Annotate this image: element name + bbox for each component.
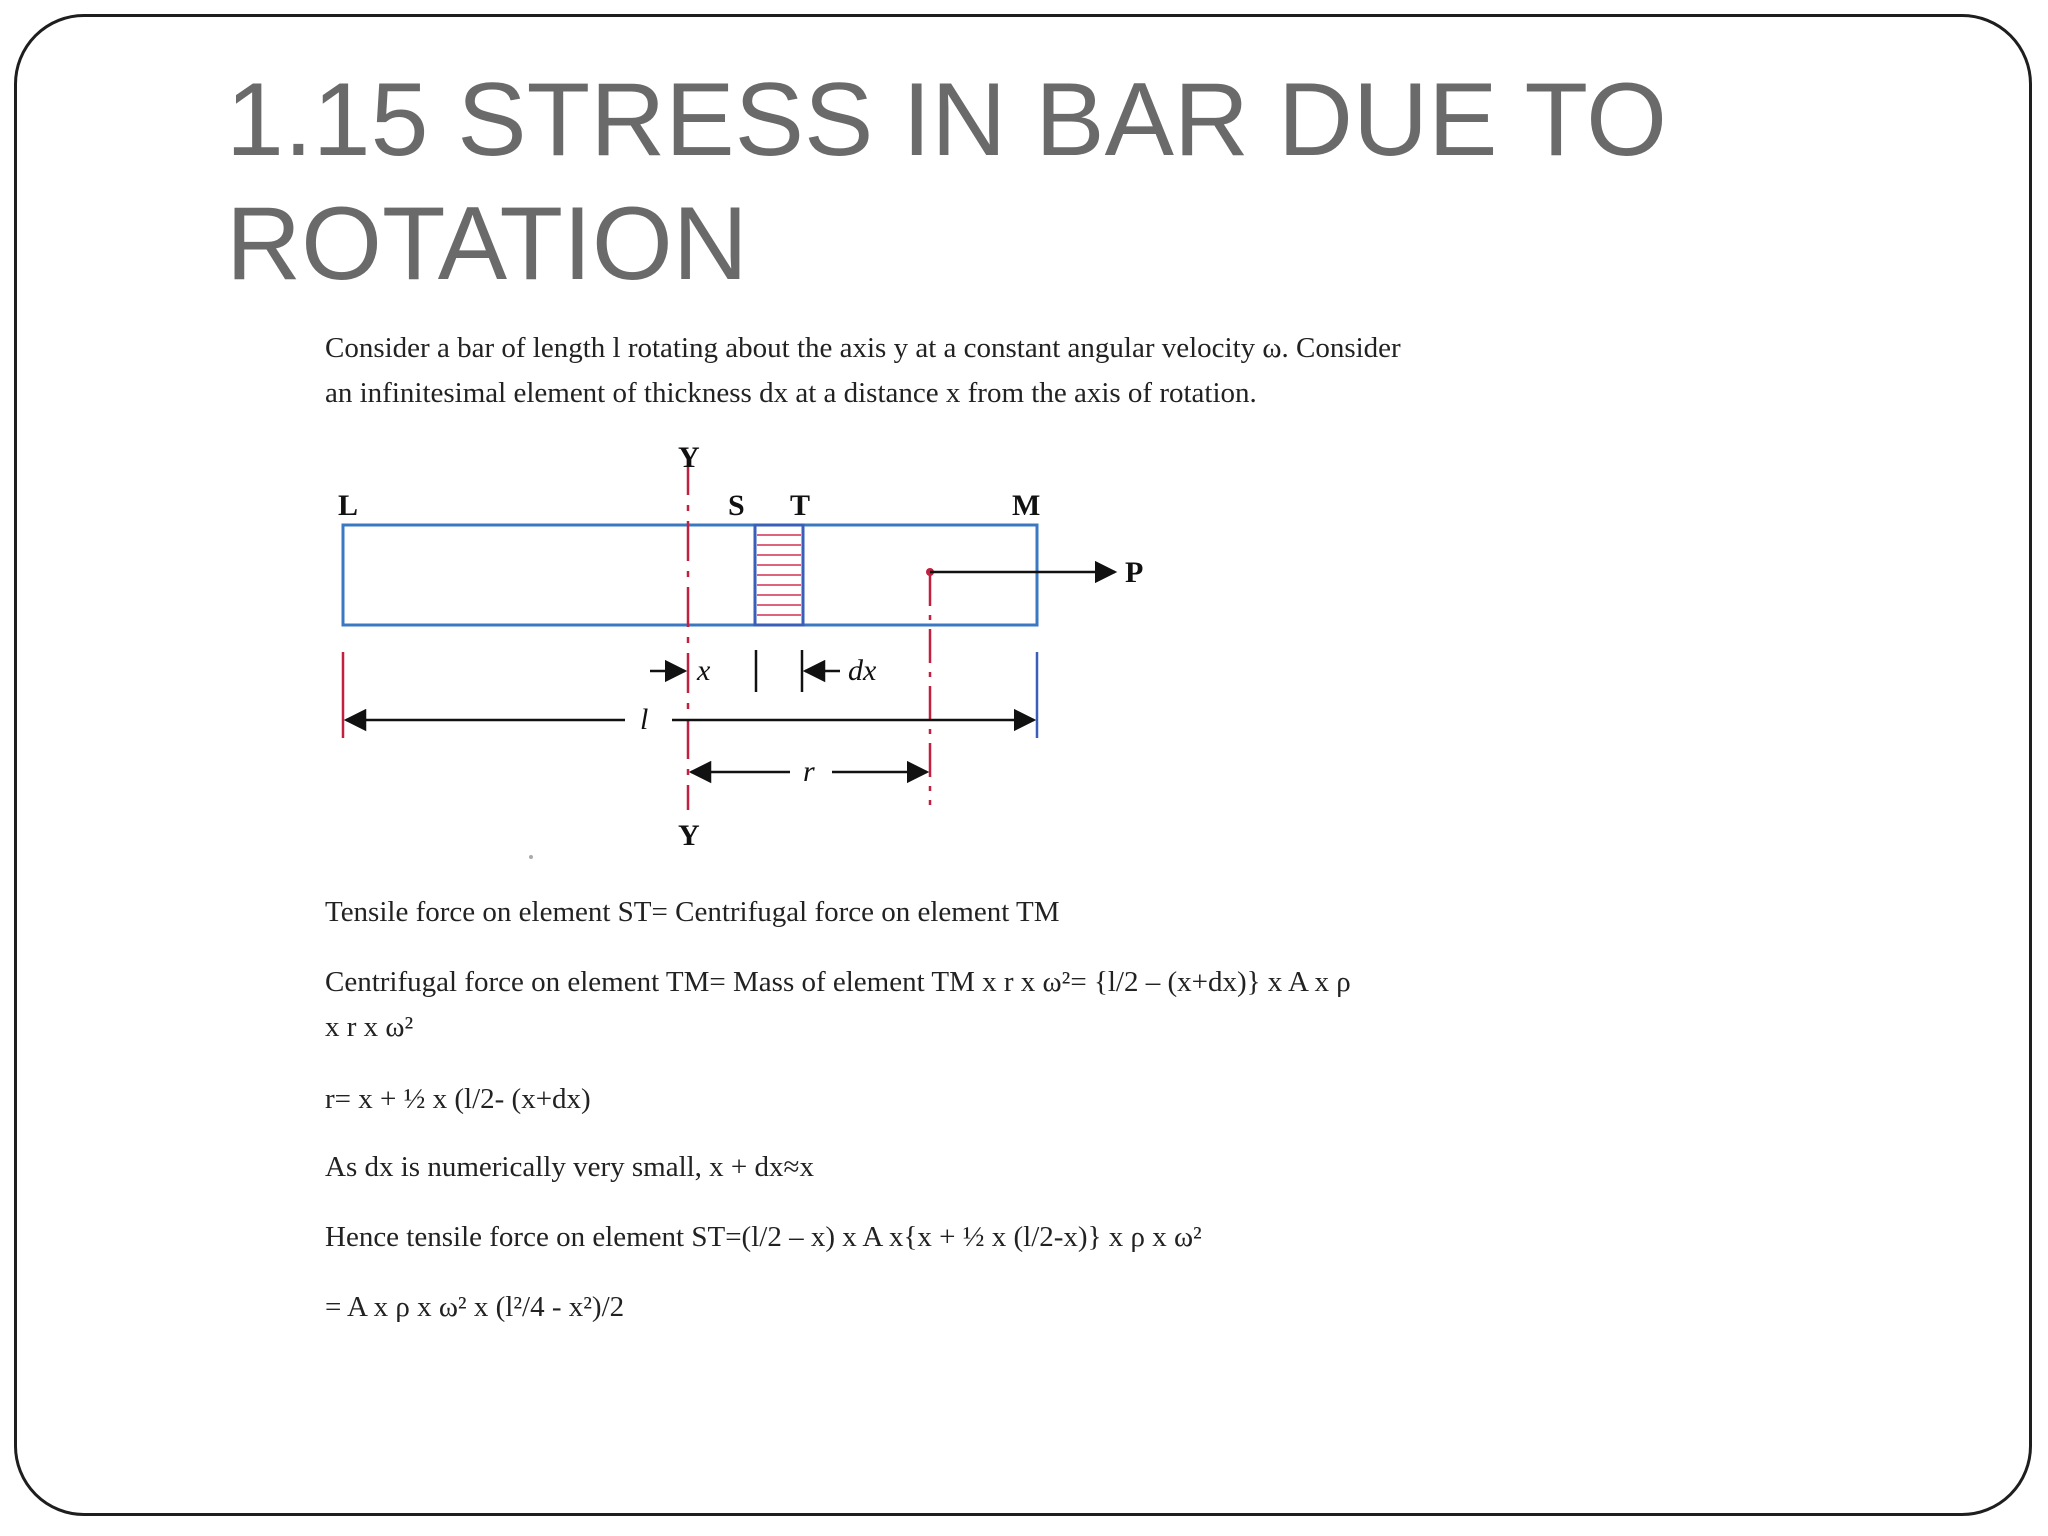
r-label: r <box>803 755 815 788</box>
force-label-p: P <box>1125 556 1144 589</box>
intro-line-1: Consider a bar of length l rotating about the axis y at a constant angular velocity ω. Consider <box>325 332 1401 364</box>
intro-line-2: an infinitesimal element of thickness dx at a distance x from the axis of rotation. <box>325 377 1257 409</box>
end-label-m: M <box>1012 489 1041 522</box>
equation-3: r= x + ½ x (l/2- (x+dx) <box>325 1083 591 1115</box>
x-label: x <box>697 654 711 687</box>
equation-6: = A x ρ x ω² x (l²/4 - x²)/2 <box>325 1291 625 1323</box>
end-label-l: L <box>338 489 359 522</box>
equation-2 <box>325 960 1625 1050</box>
element-label-t: T <box>790 489 811 522</box>
axis-label-bottom: Y <box>678 819 700 852</box>
equation-1: Tensile force on element ST= Centrifugal force on element TM <box>325 896 1060 928</box>
title-line-1: 1.15 STRESS IN BAR DUE TO <box>226 62 1668 178</box>
title-line-2: ROTATION <box>226 186 748 302</box>
element-st-hatching <box>757 535 801 615</box>
length-l-label: l <box>640 703 649 736</box>
bar-outline <box>343 525 1037 625</box>
equation-2-line-1: Centrifugal force on element TM= Mass of element TM x r x ω²= {l/2 – (x+dx)} x A x ρ <box>325 966 1351 998</box>
equation-4: As dx is numerically very small, x + dx≈x <box>325 1151 814 1183</box>
axis-label-top: Y <box>678 441 700 474</box>
element-label-s: S <box>728 489 745 522</box>
dx-label: dx <box>848 654 877 687</box>
equation-5: Hence tensile force on element ST=(l/2 – x) x A x{x + ½ x (l/2-x)} x ρ x ω² <box>325 1221 1202 1253</box>
equation-2-line-2: x r x ω² <box>325 1011 414 1043</box>
stray-dot <box>529 855 533 859</box>
